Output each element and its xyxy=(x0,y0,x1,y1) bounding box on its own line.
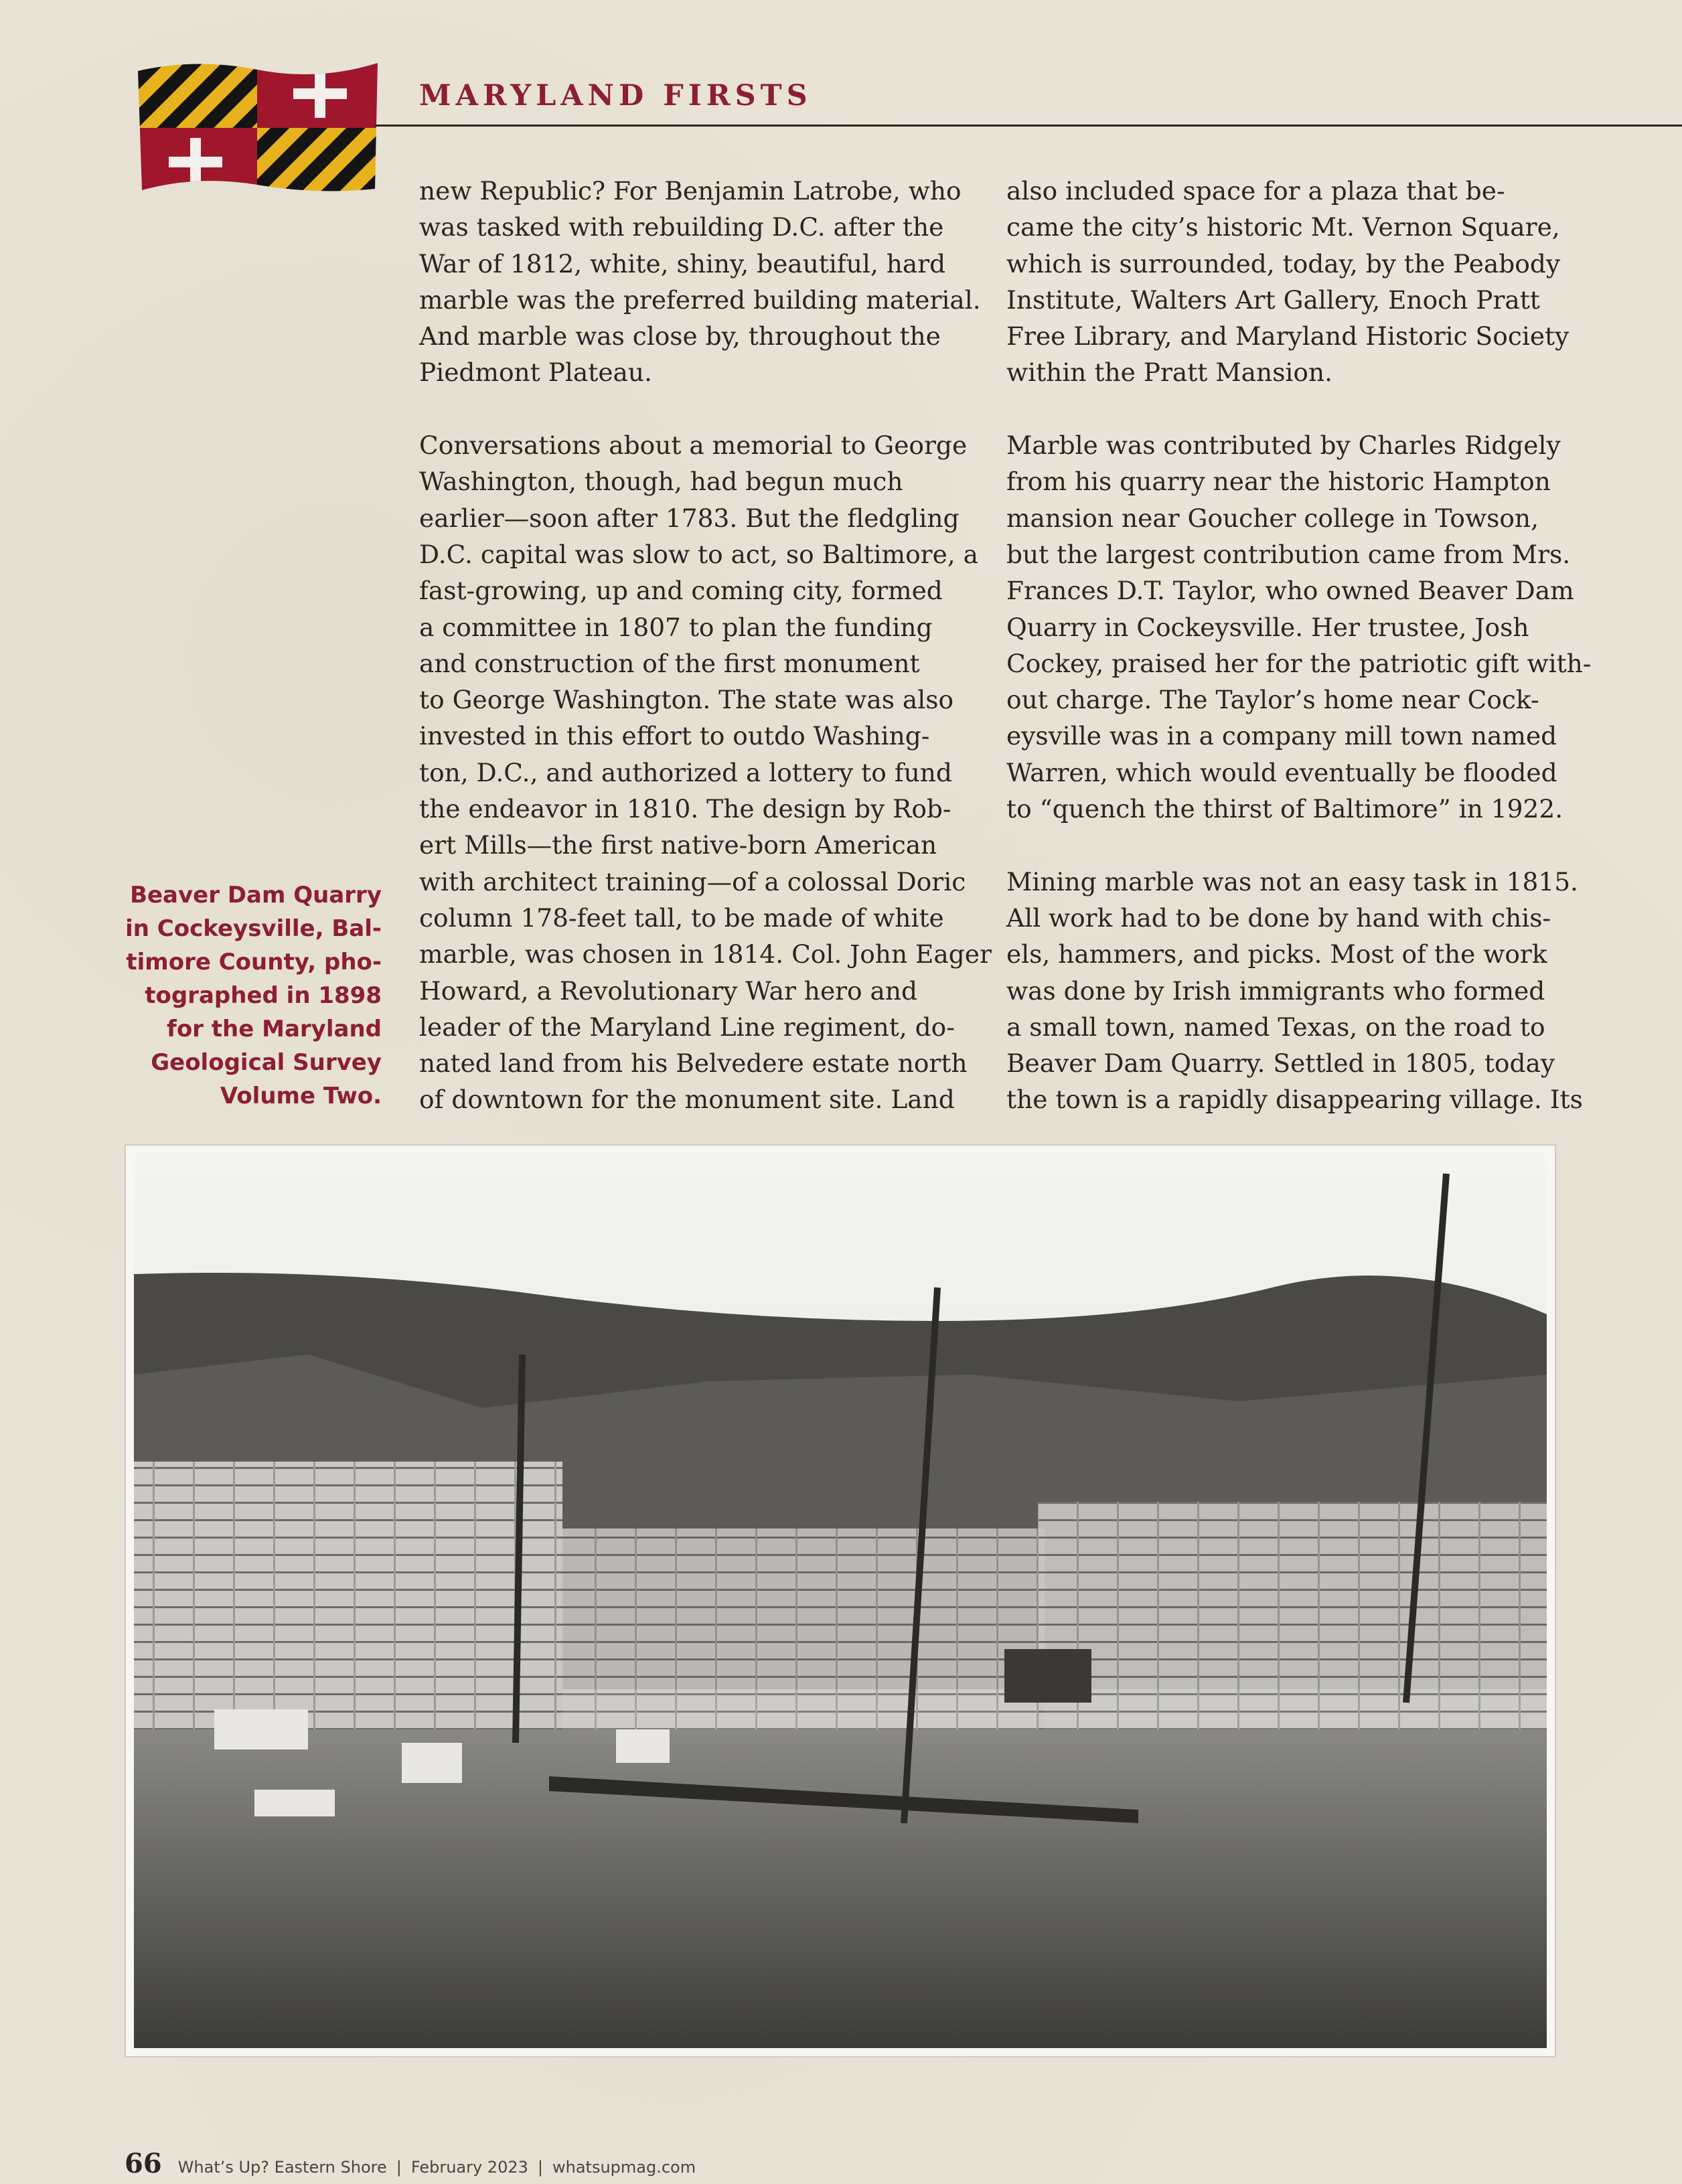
text-line: ton, D.C., and authorized a lottery to fund xyxy=(419,757,952,787)
text-line: but the largest contribution came from Mrs. xyxy=(1006,539,1571,569)
paragraph xyxy=(419,173,981,391)
text-line: And marble was close by, throughout the xyxy=(419,321,941,352)
text-line: new Republic? For Benjamin Latrobe, who xyxy=(419,176,962,206)
text-line: a small town, named Texas, on the road to xyxy=(1006,1012,1545,1042)
text-line: Mining marble was not an easy task in 1815. xyxy=(1006,866,1578,896)
text-line: Conversations about a memorial to George xyxy=(419,431,968,461)
text-line: also included space for a plaza that be- xyxy=(1006,176,1505,206)
text-line: War of 1812, white, shiny, beautiful, hard xyxy=(419,248,946,279)
caption-line: in Cockeysville, Bal- xyxy=(125,915,382,942)
caption-line: Beaver Dam Quarry xyxy=(130,882,382,909)
caption-line: Geological Survey xyxy=(151,1049,382,1076)
text-line: Free Library, and Maryland Historic Society xyxy=(1006,321,1570,352)
text-line: nated land from his Belvedere estate north xyxy=(419,1048,968,1079)
text-line: earlier—soon after 1783. But the fledgling xyxy=(419,503,960,533)
text-line: Washington, though, had begun much xyxy=(419,467,903,497)
text-line: marble, was chosen in 1814. Col. John Eager xyxy=(419,939,992,969)
footer-separator: | xyxy=(537,2158,543,2177)
caption-line: timore County, pho- xyxy=(126,949,382,976)
text-line: and construction of the first monument xyxy=(419,648,920,678)
text-line: Beaver Dam Quarry. Settled in 1805, today xyxy=(1006,1048,1555,1079)
section-title: MARYLAND FIRSTS xyxy=(419,79,812,112)
text-line: from his quarry near the historic Hampton xyxy=(1006,467,1551,497)
paragraph xyxy=(1006,427,1592,827)
text-line: which is surrounded, today, by the Peabody xyxy=(1006,248,1561,279)
text-line: was done by Irish immigrants who formed xyxy=(1006,976,1545,1006)
page-footer xyxy=(125,2148,696,2179)
text-line: invested in this effort to outdo Washing- xyxy=(419,721,930,751)
text-line: of downtown for the monument site. Land xyxy=(419,1085,955,1115)
page-number: 66 xyxy=(125,2148,162,2179)
text-line: column 178-feet tall, to be made of white xyxy=(419,903,944,933)
text-line: els, hammers, and picks. Most of the work xyxy=(1006,939,1547,969)
website-link[interactable]: whatsupmag.com xyxy=(552,2158,696,2177)
text-line: marble was the preferred building material. xyxy=(419,285,981,315)
caption-line: Volume Two. xyxy=(220,1083,382,1109)
text-line: fast-growing, up and coming city, formed xyxy=(419,576,943,606)
header-rule xyxy=(375,125,1682,127)
text-line: within the Pratt Mansion. xyxy=(1006,358,1333,388)
text-line: D.C. capital was slow to act, so Baltimore, a xyxy=(419,539,978,569)
paragraph xyxy=(1006,864,1583,1118)
text-line: the endeavor in 1810. The design by Rob- xyxy=(419,794,951,824)
article-left-column xyxy=(419,173,992,1154)
text-line: was tasked with rebuilding D.C. after the xyxy=(419,212,944,242)
text-line: came the city’s historic Mt. Vernon Square, xyxy=(1006,212,1560,242)
text-line: to George Washington. The state was also xyxy=(419,685,954,715)
text-line: ert Mills—the first native-born American xyxy=(419,830,937,860)
text-line: the town is a rapidly disappearing village. Its xyxy=(1006,1085,1583,1115)
caption-line: tographed in 1898 xyxy=(145,982,382,1009)
text-line: eysville was in a company mill town named xyxy=(1006,721,1557,751)
quarry-photo-icon xyxy=(134,1154,1547,2048)
footer-separator: | xyxy=(396,2158,402,2177)
text-line: out charge. The Taylor’s home near Cock- xyxy=(1006,685,1539,715)
text-line: Institute, Walters Art Gallery, Enoch Pratt xyxy=(1006,285,1540,315)
caption-line: for the Maryland xyxy=(167,1016,382,1042)
text-line: Frances D.T. Taylor, who owned Beaver Dam xyxy=(1006,576,1574,606)
issue-date: February 2023 xyxy=(410,2158,528,2177)
text-line: Warren, which would eventually be flooded xyxy=(1006,757,1557,787)
text-line: mansion near Goucher college in Towson, xyxy=(1006,503,1539,533)
text-line: Piedmont Plateau. xyxy=(419,358,652,388)
maryland-flag-icon xyxy=(133,58,382,195)
text-line: All work had to be done by hand with chis- xyxy=(1006,903,1551,933)
text-line: Howard, a Revolutionary War hero and xyxy=(419,976,918,1006)
publication-name: What’s Up? Eastern Shore xyxy=(177,2158,387,2177)
photo-caption xyxy=(100,878,382,1113)
text-line: leader of the Maryland Line regiment, do- xyxy=(419,1012,955,1042)
text-line: a committee in 1807 to plan the funding xyxy=(419,612,933,642)
photo-frame xyxy=(126,1146,1555,2056)
text-line: with architect training—of a colossal Doric xyxy=(419,866,966,896)
text-line: to “quench the thirst of Baltimore” in 1922. xyxy=(1006,794,1563,824)
article-right-column xyxy=(1006,173,1592,1154)
text-line: Marble was contributed by Charles Ridgely xyxy=(1006,431,1561,461)
paragraph xyxy=(419,427,992,1118)
text-line: Cockey, praised her for the patriotic gift with- xyxy=(1006,648,1592,678)
paragraph xyxy=(1006,173,1569,391)
text-line: Quarry in Cockeysville. Her trustee, Josh xyxy=(1006,612,1529,642)
